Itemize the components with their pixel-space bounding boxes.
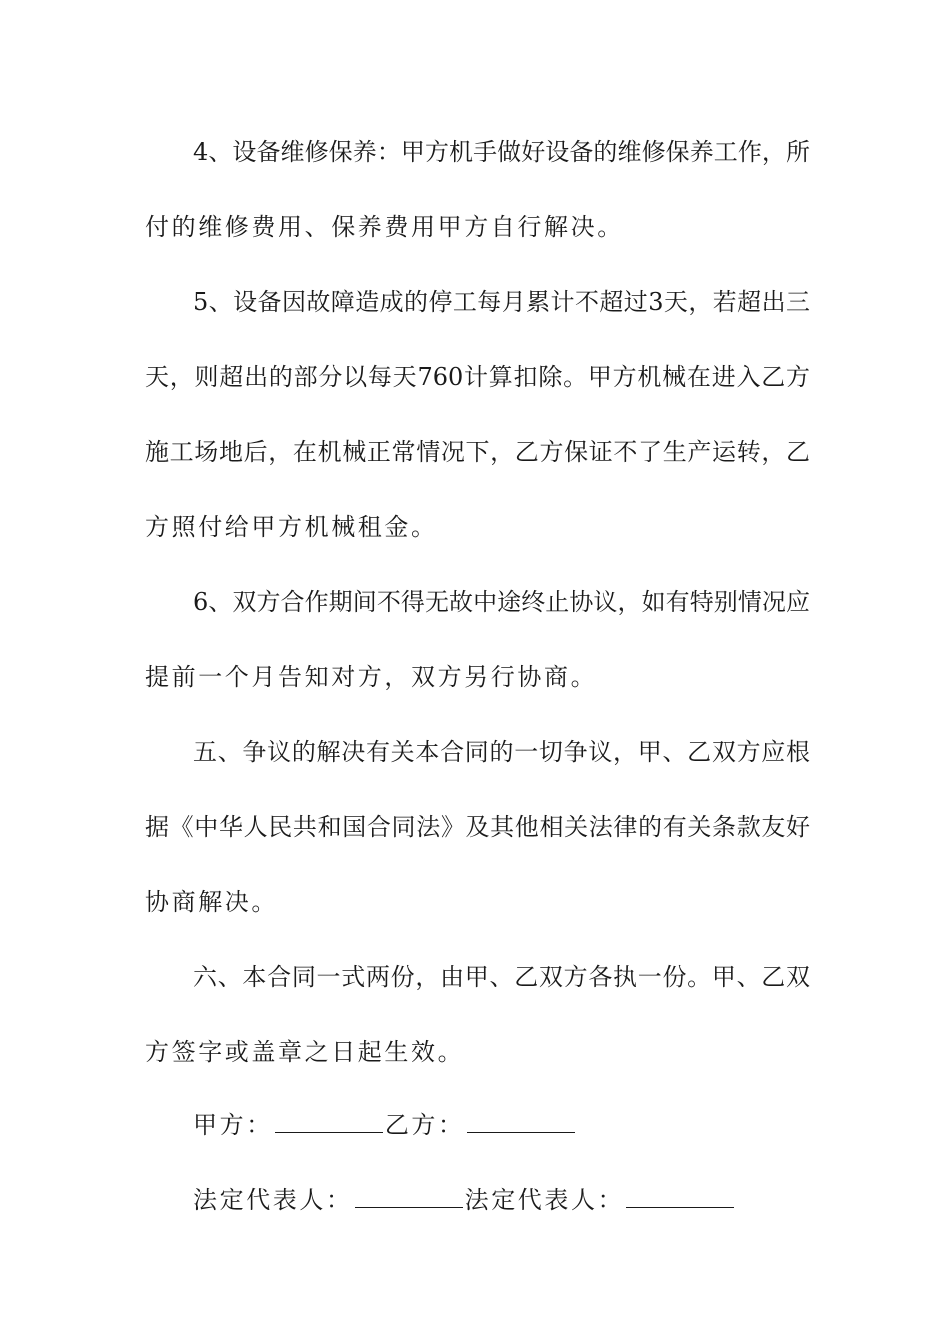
party-signature-row — [193, 1110, 577, 1140]
paragraph-4-line-1: 4、设备维修保养：甲方机手做好设备的维修保养工作，所 — [193, 138, 810, 166]
section-5-line-1: 五、争议的解决有关本合同的一切争议，甲、乙双方应根 — [193, 738, 810, 766]
paragraph-5-line-2: 天，则超出的部分以每天760计算扣除。甲方机械在进入乙方 — [145, 363, 810, 391]
section-5-line-3: 协商解决。 — [145, 888, 278, 916]
paragraph-5-line-1: 5、设备因故障造成的停工每月累计不超过3天，若超出三 — [193, 288, 810, 316]
section-5-line-2: 据《中华人民共和国合同法》及其他相关法律的有关条款友好 — [145, 813, 810, 841]
rep-a-signature-blank[interactable] — [355, 1185, 463, 1208]
representative-signature-row — [193, 1185, 736, 1215]
paragraph-5-line-4: 方照付给甲方机械租金。 — [145, 513, 438, 541]
rep-b-label: 法定代表人： — [464, 1186, 625, 1214]
section-6-line-1: 六、本合同一式两份，由甲、乙双方各执一份。甲、乙双 — [193, 963, 810, 991]
section-6-line-2: 方签字或盖章之日起生效。 — [145, 1038, 465, 1066]
rep-a-label: 法定代表人： — [193, 1186, 353, 1214]
rep-b-signature-blank[interactable] — [626, 1185, 734, 1208]
party-a-label: 甲方： — [193, 1111, 273, 1139]
paragraph-4-line-2: 付的维修费用、保养费用甲方自行解决。 — [145, 213, 624, 241]
party-a-signature-blank[interactable] — [275, 1110, 383, 1133]
party-b-label: 乙方： — [384, 1111, 465, 1139]
paragraph-6-line-2: 提前一个月告知对方，双方另行协商。 — [145, 663, 598, 691]
party-b-signature-blank[interactable] — [467, 1110, 575, 1133]
paragraph-5-line-3: 施工场地后，在机械正常情况下，乙方保证不了生产运转，乙 — [145, 438, 810, 466]
paragraph-6-line-1: 6、双方合作期间不得无故中途终止协议，如有特别情况应 — [193, 588, 810, 616]
